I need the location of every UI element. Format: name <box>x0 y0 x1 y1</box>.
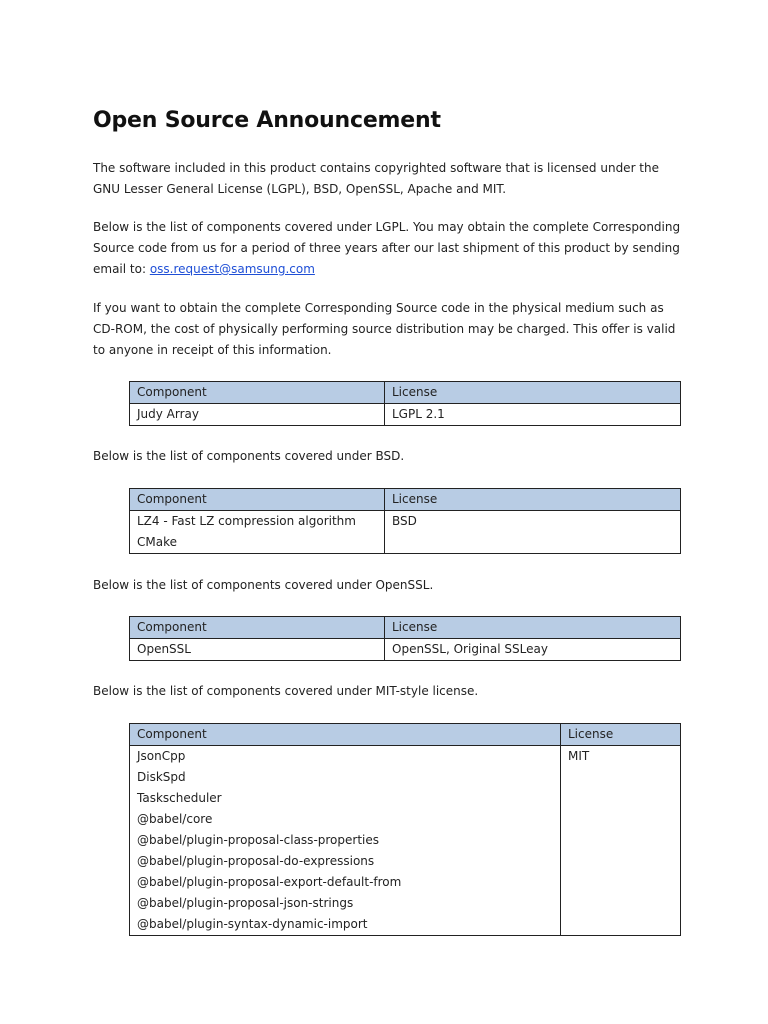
table-header-row <box>130 489 681 511</box>
license-cell: BSD <box>385 511 681 554</box>
license-cell: LGPL 2.1 <box>385 404 681 426</box>
component-name: JsonCpp <box>137 749 186 763</box>
header-license: License <box>385 617 681 639</box>
component-name: @babel/plugin-proposal-class-properties <box>137 833 380 847</box>
table-row <box>130 404 681 426</box>
page-title: Open Source Announcement <box>93 108 441 133</box>
table-header-row <box>130 382 681 404</box>
header-license: License <box>385 489 681 511</box>
component-name: @babel/plugin-proposal-export-default-from <box>137 875 402 889</box>
physical-line: to anyone in receipt of this information. <box>93 343 332 357</box>
lgpl-line: Source code from us for a period of three years after our last shipment of this product by sending <box>93 241 680 255</box>
intro-line: GNU Lesser General License (LGPL), BSD, OpenSSL, Apache and MIT. <box>93 182 507 196</box>
email-link[interactable]: oss.request@samsung.com <box>149 262 315 276</box>
component-cell <box>130 746 561 936</box>
lgpl-paragraph <box>93 217 693 280</box>
bsd-intro <box>93 446 693 467</box>
table-header-row <box>130 617 681 639</box>
header-component: Component <box>130 724 561 746</box>
component-name: @babel/core <box>137 812 213 826</box>
lgpl-line <box>93 259 693 280</box>
header-component: Component <box>130 617 385 639</box>
component-name: Taskscheduler <box>137 791 222 805</box>
component-name: LZ4 - Fast LZ compression algorithm <box>137 514 356 528</box>
mit-intro-line: Below is the list of components covered under MIT-style license. <box>93 684 479 698</box>
openssl-intro <box>93 575 693 596</box>
intro-line: The software included in this product contains copyrighted software that is licensed under the <box>93 161 660 175</box>
header-component: Component <box>130 382 385 404</box>
lgpl-table <box>129 381 681 426</box>
component-name: DiskSpd <box>137 770 186 784</box>
mit-intro <box>93 681 693 702</box>
license-cell: OpenSSL, Original SSLeay <box>385 639 681 661</box>
component-name: @babel/plugin-proposal-do-expressions <box>137 854 375 868</box>
email-prefix: email to: <box>93 262 150 276</box>
header-license: License <box>561 724 681 746</box>
header-component: Component <box>130 489 385 511</box>
mit-table <box>129 723 681 936</box>
table-row <box>130 639 681 661</box>
component-cell: Judy Array <box>130 404 385 426</box>
physical-line: If you want to obtain the complete Corresponding Source code in the physical medium such as <box>93 301 664 315</box>
license-cell: MIT <box>561 746 681 936</box>
table-row <box>130 511 681 554</box>
lgpl-line: Below is the list of components covered under LGPL. You may obtain the complete Corresponding <box>93 220 681 234</box>
physical-medium-paragraph <box>93 298 693 361</box>
table-row <box>130 746 681 936</box>
physical-line: CD-ROM, the cost of physically performing source distribution may be charged. This offer is valid <box>93 322 676 336</box>
component-cell <box>130 511 385 554</box>
intro-paragraph <box>93 158 693 200</box>
openssl-table <box>129 616 681 661</box>
component-cell: OpenSSL <box>130 639 385 661</box>
bsd-table <box>129 488 681 554</box>
bsd-intro-line: Below is the list of components covered under BSD. <box>93 449 405 463</box>
table-header-row <box>130 724 681 746</box>
component-name: @babel/plugin-proposal-json-strings <box>137 896 354 910</box>
component-name: @babel/plugin-syntax-dynamic-import <box>137 917 368 931</box>
component-name: CMake <box>137 535 177 549</box>
header-license: License <box>385 382 681 404</box>
openssl-intro-line: Below is the list of components covered under OpenSSL. <box>93 578 434 592</box>
